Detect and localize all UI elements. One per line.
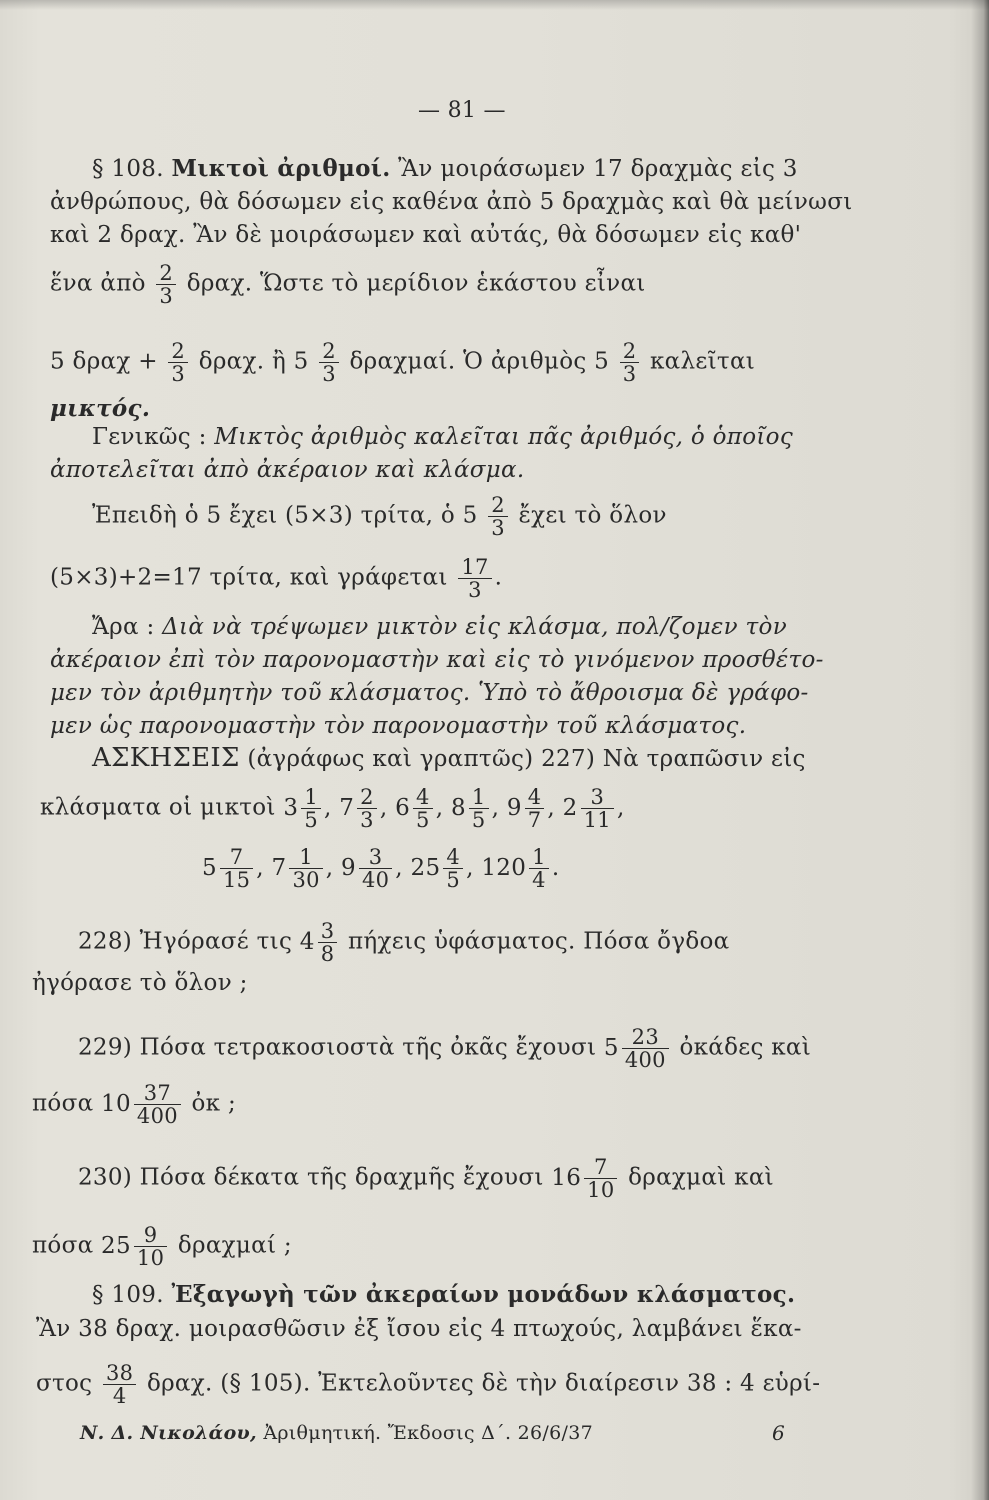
numerator: 1 xyxy=(301,786,321,809)
whole: 3 xyxy=(283,794,299,821)
fraction xyxy=(319,340,339,385)
mixed-number: 7 $\frac{1}{30}$ , xyxy=(271,845,334,892)
section-number: § 108. xyxy=(92,156,164,182)
fraction xyxy=(134,1082,181,1127)
numerator: 4 xyxy=(443,846,463,869)
text: (ἀγράφως καὶ γραπτῶς) 227) Νὰ τραπῶσιν εἰς xyxy=(247,746,806,772)
mixed-number xyxy=(299,919,341,966)
rule-line: ἀκέραιον ἐπὶ τὸν παρονομαστὴν καὶ εἰς τὸ γινόμενον προσθέτο- xyxy=(50,647,824,673)
signature-mark: 6 xyxy=(772,1421,786,1445)
denominator: 3 xyxy=(360,808,374,832)
numerator: 17 xyxy=(458,556,491,579)
text: (5×3)+2=17 τρίτα, καὶ γράφεται xyxy=(50,564,448,591)
denominator: 3 xyxy=(322,362,336,386)
whole: 4 xyxy=(299,928,315,955)
mixed-number xyxy=(551,1155,620,1202)
denominator: 5 xyxy=(446,868,461,892)
whole: 5 xyxy=(202,854,217,881)
whole: 9 xyxy=(506,794,522,821)
numerator: 1 xyxy=(529,846,549,869)
denominator: 400 xyxy=(136,1104,178,1128)
denominator: 30 xyxy=(292,868,320,892)
paragraph-line: Ἂν 38 δραχ. μοιρασθῶσιν ἐξ ἴσου εἰς 4 πτωχούς, λαμβάνει ἕκα- xyxy=(36,1316,802,1342)
fraction xyxy=(134,1224,167,1269)
whole: 5 xyxy=(603,1034,619,1061)
text: ὀκ ; xyxy=(191,1090,236,1117)
paragraph-line xyxy=(36,1362,820,1407)
exercise-228-line-1 xyxy=(78,920,730,965)
numerator: 3 xyxy=(581,786,614,809)
text: δραχμαὶ καὶ xyxy=(628,1164,774,1191)
fraction xyxy=(488,494,508,539)
whole: 25 xyxy=(101,1232,131,1259)
denominator: 3 xyxy=(171,362,186,386)
text: πόσα xyxy=(32,1090,94,1117)
denominator: 10 xyxy=(587,1178,615,1202)
numerator: 9 xyxy=(134,1224,167,1247)
page-edge-shadow-right xyxy=(971,0,989,1500)
paragraph-line: καὶ 2 δραχ. Ἂν δὲ μοιράσωμεν καὶ αὐτάς, θὰ δόσωμεν εἰς καθ' xyxy=(50,222,802,248)
numerator: 2 xyxy=(319,340,339,363)
text: δραχ. (§ 105). Ἐκτελοῦντες δὲ τὴν διαίρεσιν 38 : 4 εὑρί- xyxy=(146,1370,821,1397)
numerator: 38 xyxy=(103,1362,136,1385)
text: πήχεις ὑφάσματος. Πόσα ὄγδοα xyxy=(348,928,730,955)
fraction xyxy=(168,340,188,385)
mixed-number: 7 $\frac{2}{3}$ , xyxy=(339,785,388,832)
exercise-230-line-1 xyxy=(78,1156,774,1201)
fraction xyxy=(103,1362,136,1407)
fraction xyxy=(359,846,392,891)
rule-line: μεν τὸν ἀριθμητὴν τοῦ κλάσματος. Ὑπὸ τὸ ἄθροισμα δὲ γράφο- xyxy=(50,680,809,706)
fraction xyxy=(156,262,176,307)
whole: 16 xyxy=(551,1164,582,1191)
label: Γενικῶς : xyxy=(92,424,207,450)
text: 229) Πόσα τετρακοσιοστὰ τῆς ὀκᾶς ἔχουσι xyxy=(78,1034,597,1061)
footer-author: Ν. Δ. Νικολάου, xyxy=(80,1422,257,1444)
denominator: 8 xyxy=(320,942,335,966)
fraction xyxy=(529,846,549,891)
whole: 7 xyxy=(339,794,355,821)
paragraph-line: ἀνθρώπους, θὰ δόσωμεν εἰς καθένα ἀπὸ 5 δραχμὰς καὶ θὰ μείνωσι xyxy=(50,189,853,215)
fraction xyxy=(622,1026,669,1071)
denominator: 10 xyxy=(136,1246,165,1270)
term-mixed: μικτός. xyxy=(50,395,151,422)
text: ἕνα ἀπὸ xyxy=(50,270,146,297)
fraction xyxy=(413,786,433,831)
mixed-number: 2 $\frac{3}{11}$ , xyxy=(562,785,625,832)
fraction xyxy=(289,846,322,891)
paragraph-line xyxy=(92,424,793,450)
fraction xyxy=(443,846,463,891)
paragraph-line xyxy=(92,614,787,640)
whole: 25 xyxy=(410,854,441,881)
whole: 7 xyxy=(271,854,287,881)
section-109-line-1 xyxy=(92,1282,795,1308)
whole: 6 xyxy=(395,794,411,821)
page-number: — 81 — xyxy=(418,98,506,123)
denominator: 5 xyxy=(471,808,486,832)
whole: 9 xyxy=(341,854,356,881)
section-108-line-1 xyxy=(92,156,798,182)
mixed-number: 3 $\frac{1}{5}$ , xyxy=(283,785,332,832)
text: δραχμαί ; xyxy=(177,1232,292,1259)
paragraph-line xyxy=(92,494,667,539)
fraction xyxy=(318,920,338,965)
numerator: 1 xyxy=(469,786,489,809)
numerator: 2 xyxy=(357,786,377,809)
page-edge-shadow-top xyxy=(0,0,989,10)
numerator: 4 xyxy=(413,786,433,809)
fraction xyxy=(469,786,489,831)
exercise-229-line-1 xyxy=(78,1026,811,1071)
whole: 10 xyxy=(101,1090,131,1117)
denominator: 5 xyxy=(304,808,318,832)
exercise-230-line-2 xyxy=(32,1224,292,1269)
text: δραχ. Ὥστε τὸ μερίδιον ἑκάστου εἶναι xyxy=(186,270,646,297)
paragraph-line xyxy=(50,262,646,307)
fraction xyxy=(620,340,640,385)
section-number: § 109. xyxy=(92,1282,164,1308)
exercise-227-line-2 xyxy=(202,846,559,891)
text: κλάσματα οἱ μικτοὶ xyxy=(40,794,276,821)
numerator: 7 xyxy=(220,846,253,869)
mixed-number: 5 $\frac{7}{15}$ , xyxy=(202,845,264,892)
section-title: Ἐξαγωγὴ τῶν ἀκεραίων μονάδων κλάσματος. xyxy=(171,1281,796,1308)
denominator: 7 xyxy=(527,808,542,832)
mixed-number xyxy=(101,1223,170,1270)
whole: 8 xyxy=(450,794,466,821)
footer-line xyxy=(80,1420,593,1446)
whole: 120 xyxy=(481,854,527,881)
rule-line: μεν ὡς παρονομαστὴν τὸν παρονομαστὴν τοῦ κλάσματος. xyxy=(50,713,747,739)
numerator: 37 xyxy=(134,1082,181,1105)
text: ὀκάδες καὶ xyxy=(679,1034,812,1061)
footer-info: Ἀριθμητική. Ἔκδοσις Δ΄. 26/6/37 xyxy=(263,1422,593,1444)
rule: Διὰ νὰ τρέψωμεν μικτὸν εἰς κλάσμα, πολ/ζομεν τὸν xyxy=(162,614,787,640)
denominator: 40 xyxy=(361,868,390,892)
mixed-number: 9 $\frac{3}{40}$ , xyxy=(341,845,403,892)
numerator: 7 xyxy=(584,1156,617,1179)
fraction xyxy=(584,1156,617,1201)
paragraph-line: (5×3)+2=17 τρίτα, καὶ γράφεται $\frac{17}{3}$ . xyxy=(50,555,503,602)
paragraph-line xyxy=(50,340,755,385)
mixed-number: 8 $\frac{1}{5}$ , xyxy=(450,785,500,832)
fraction xyxy=(357,786,377,831)
denominator: 3 xyxy=(491,516,505,540)
mixed-number: 9 $\frac{4}{7}$ , xyxy=(506,785,556,832)
fraction xyxy=(220,846,253,891)
denominator: 4 xyxy=(112,1384,127,1408)
text: Ἐπειδὴ ὁ 5 ἔχει (5×3) τρίτα, ὁ 5 xyxy=(92,502,478,529)
numerator: 4 xyxy=(525,786,545,809)
text: 230) Πόσα δέκατα τῆς δραχμῆς ἔχουσι xyxy=(78,1164,544,1191)
text: Ἂν μοιράσωμεν 17 δραχμὰς εἰς 3 xyxy=(398,156,798,182)
exercises-heading-line xyxy=(92,745,806,772)
denominator: 3 xyxy=(622,362,637,386)
mixed-number: 120 $\frac{1}{4}$ . xyxy=(481,845,560,892)
denominator: 15 xyxy=(222,868,251,892)
numerator: 1 xyxy=(289,846,322,869)
text: ἔχει τὸ ὅλον xyxy=(518,502,667,529)
text: πόσα xyxy=(32,1232,94,1259)
section-title: Μικτοὶ ἀριθμοί. xyxy=(171,155,391,182)
text: καλεῖται xyxy=(650,348,756,375)
numerator: 23 xyxy=(622,1026,669,1049)
label: Ἄρα : xyxy=(92,614,155,640)
exercise-228-line-2: ἠγόρασε τὸ ὅλον ; xyxy=(32,970,248,996)
mixed-number xyxy=(101,1081,184,1128)
denominator: 3 xyxy=(159,284,174,308)
mixed-number xyxy=(603,1025,672,1072)
text: δραχ. ἢ 5 xyxy=(198,348,309,375)
fraction xyxy=(301,786,321,831)
denominator: 5 xyxy=(416,808,430,832)
text: 5 δραχ + xyxy=(50,348,158,375)
definition: Μικτὸς ἀριθμὸς καλεῖται πᾶς ἀριθμός, ὁ ὁποῖος xyxy=(214,424,794,450)
fraction xyxy=(525,786,545,831)
numerator: 2 xyxy=(168,340,188,363)
exercises-heading: ΑΣΚΗΣΕΙΣ xyxy=(92,743,240,773)
fraction xyxy=(581,786,614,831)
mixed-number: 6 $\frac{4}{5}$ , xyxy=(395,785,444,832)
numerator: 2 xyxy=(156,262,176,285)
text: στος xyxy=(36,1370,93,1397)
denominator: 400 xyxy=(624,1048,666,1072)
mixed-number: 25 $\frac{4}{5}$ , xyxy=(410,845,474,892)
numerator: 3 xyxy=(359,846,392,869)
fraction xyxy=(458,556,491,601)
numerator: 3 xyxy=(318,920,338,943)
numerator: 2 xyxy=(488,494,508,517)
numerator: 2 xyxy=(620,340,640,363)
text: 228) Ἠγόρασέ τις xyxy=(78,928,293,955)
denominator: 11 xyxy=(583,808,611,832)
whole: 2 xyxy=(562,794,578,821)
exercise-229-line-2 xyxy=(32,1082,236,1127)
denominator: 4 xyxy=(532,868,546,892)
text: δραχμαί. Ὁ ἀριθμὸς 5 xyxy=(349,348,610,375)
exercise-227-line-1 xyxy=(40,786,625,831)
definition-line: ἀποτελεῖται ἀπὸ ἀκέραιον καὶ κλάσμα. xyxy=(50,457,525,483)
denominator: 3 xyxy=(468,578,482,602)
